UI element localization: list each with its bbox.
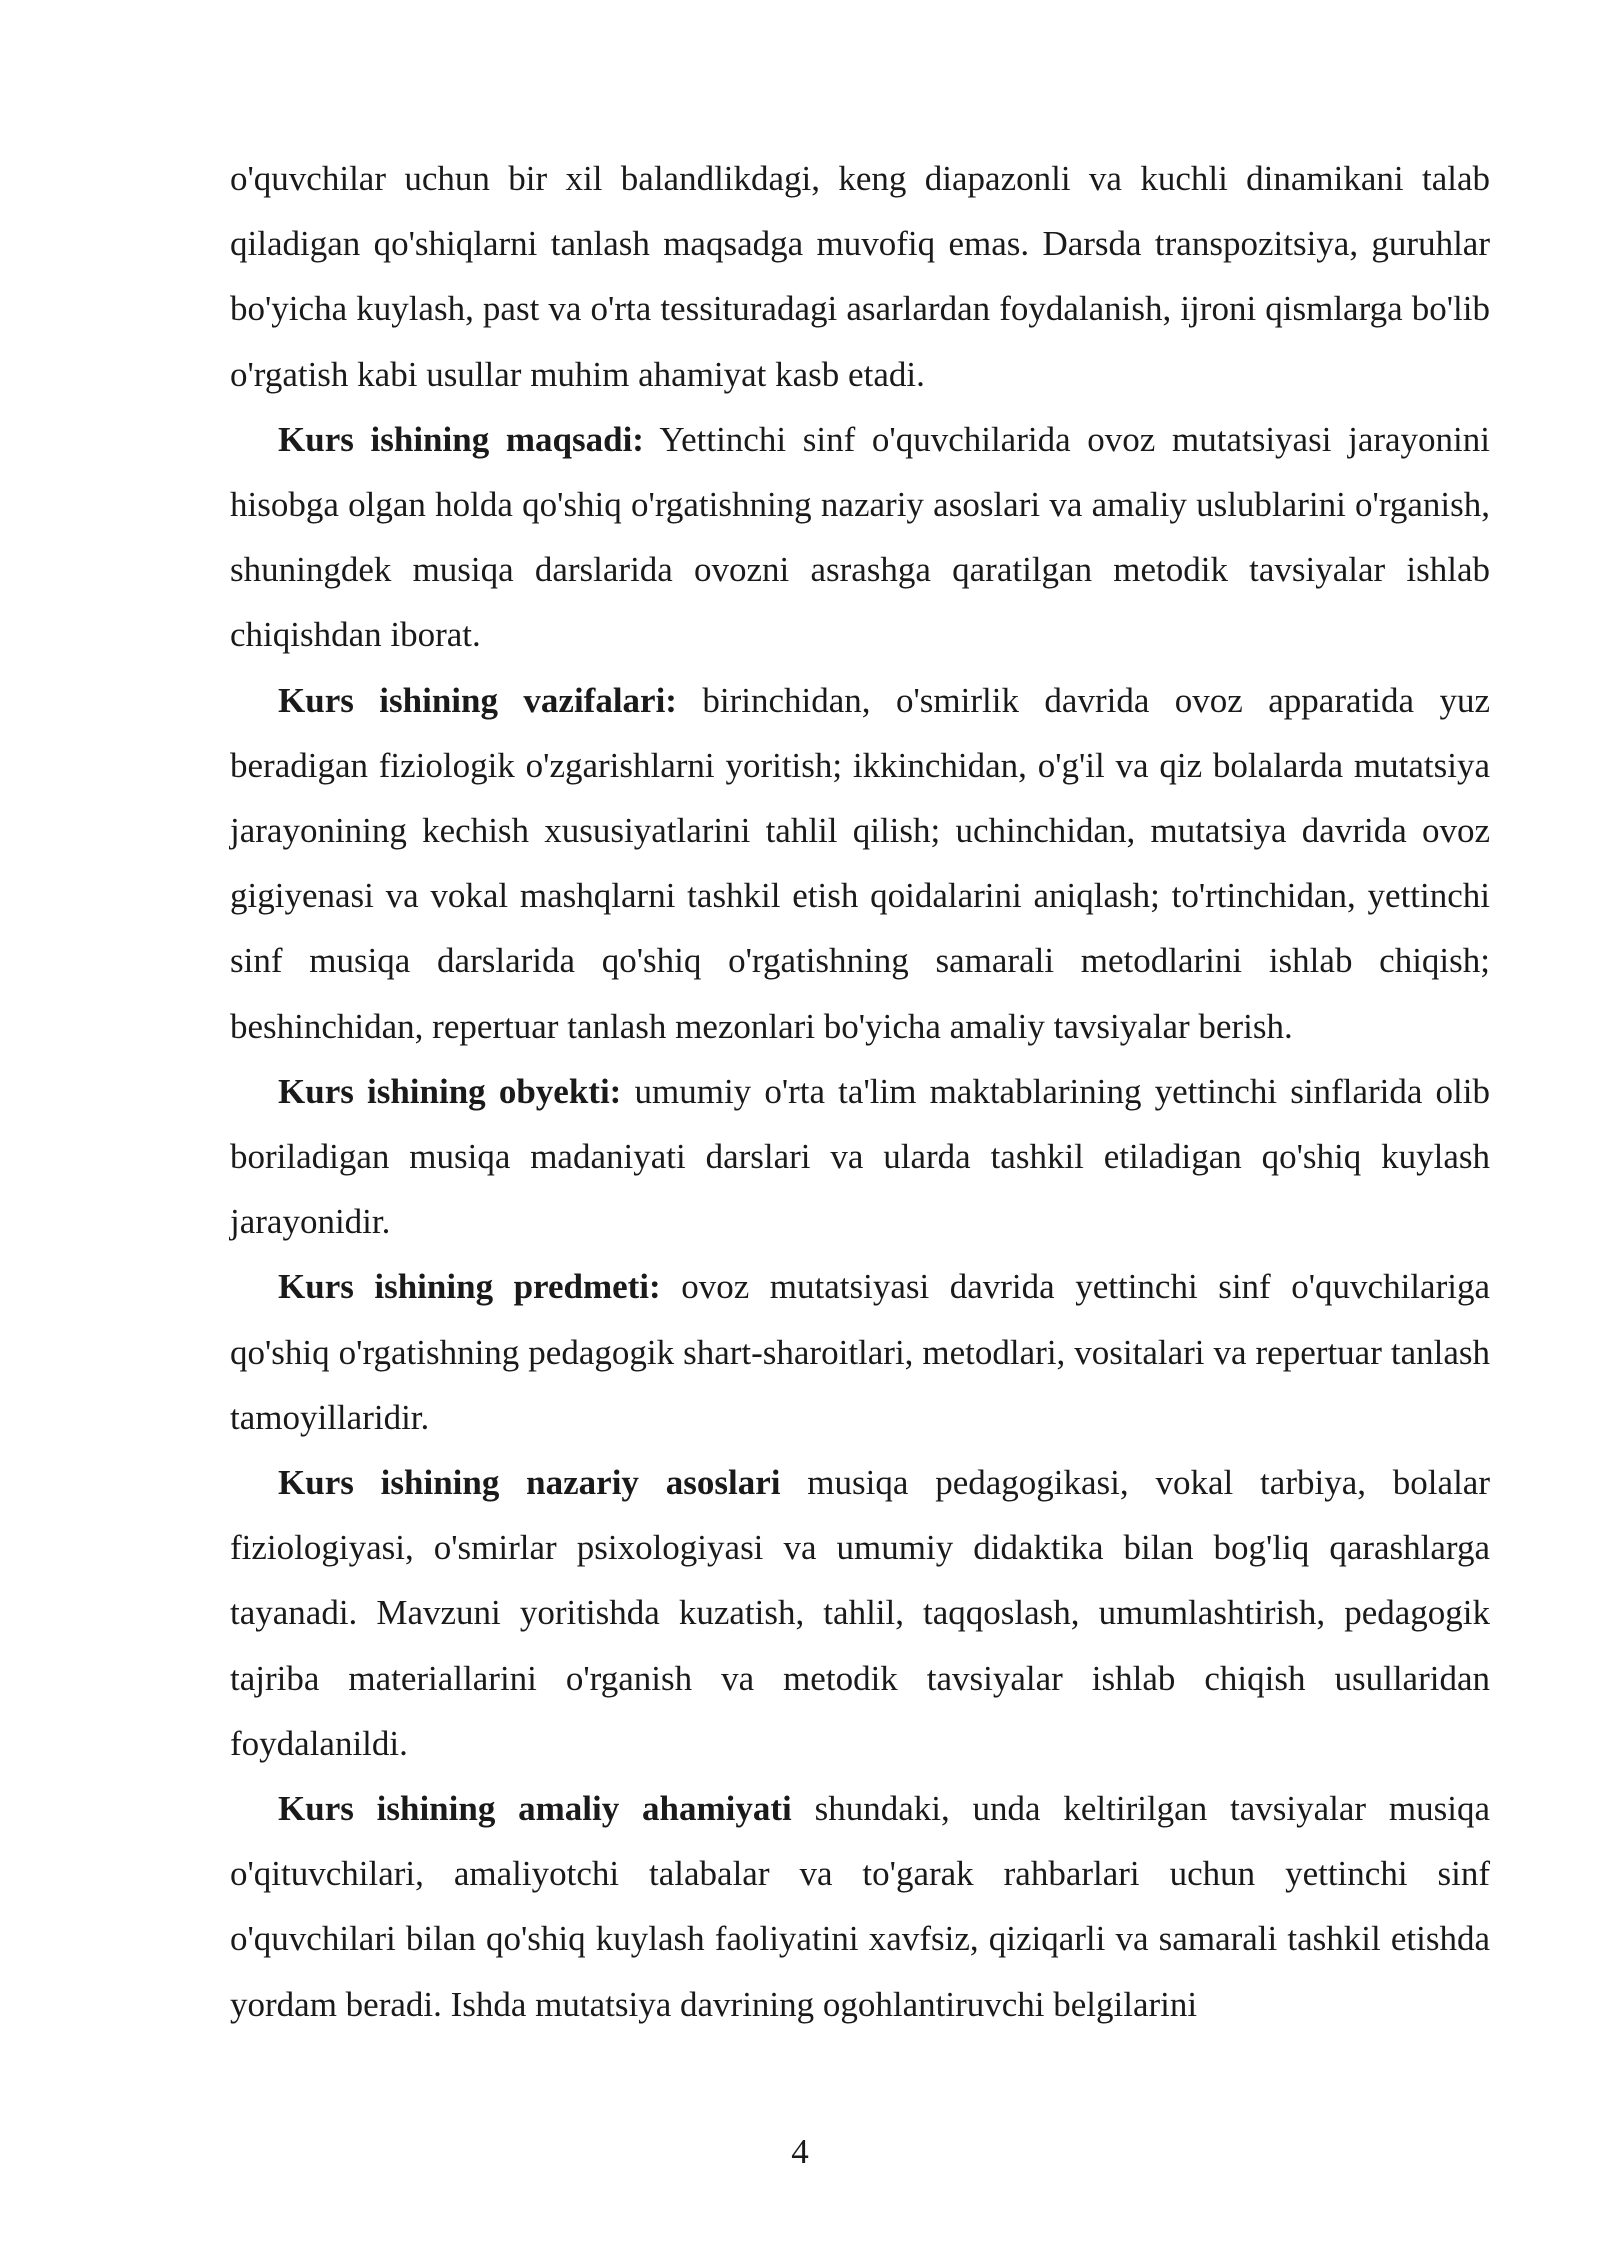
paragraph-lead: Kurs ishining amaliy ahamiyati (278, 1789, 792, 1829)
paragraph-lead: Kurs ishining nazariy asoslari (278, 1463, 781, 1503)
paragraph-tasks (230, 668, 1490, 1059)
paragraph-text: shundaki, unda keltirilgan tavsiyalar musiqa o'qituvchilari, amaliyotchi talabalar va to'garak rahbarlari uchun yettinchi sinf o'quvchilari bilan qo'shiq kuylash faoliyatini xavfsiz, qiziqarli va samarali tashkil etishda yordam beradi. Ishda mutatsiya davrining ogohlantiruvchi belgilarini (230, 1789, 1490, 2024)
paragraph-object (230, 1059, 1490, 1255)
paragraph-subject (230, 1254, 1490, 1450)
paragraph-text: Yettinchi sinf o'quvchilarida ovoz mutatsiyasi jarayonini hisobga olgan holda qo'shiq o'rgatishning nazariy asoslari va amaliy uslublarini o'rganish, shuningdek musiqa darslarida ovozni asrashga qaratilgan metodik tavsiyalar ishlab chiqishdan iborat. (230, 419, 1490, 655)
paragraph-text: umumiy o'rta ta'lim maktablarining yettinchi sinflarida olib boriladigan musiqa madaniyati darslari va ularda tashkil etiladigan qo'shiq kuylash jarayonidir. (230, 1071, 1490, 1242)
paragraph-text: musiqa pedagogikasi, vokal tarbiya, bolalar fiziologiyasi, o'smirlar psixologiyasi va umumiy didaktika bilan bog'liq qarashlarga tayanadi. Mavzuni yoritishda kuzatish, tahlil, taqqoslash, umumlashtirish, pedagogik tajriba materiallarini o'rganish va metodik tavsiyalar ishlab chiqish usullaridan foydalanildi. (230, 1463, 1490, 1763)
paragraph-theory (230, 1450, 1490, 1776)
paragraph-text: o'quvchilar uchun bir xil balandlikdagi, keng diapazonli va kuchli dinamikani talab qiladigan qo'shiqlarni tanlash maqsadga muvofiq emas. Darsda transpozitsiya, guruhlar bo'yicha kuylash, past va o'rta tessituradagi asarlardan foydalanish, ijroni qismlarga bo'lib o'rgatish kabi usullar muhim ahamiyat kasb etadi. (230, 159, 1490, 394)
page-number: 4 (791, 2132, 809, 2171)
paragraph-practical (230, 1776, 1490, 2037)
paragraph-goal (230, 407, 1490, 668)
paragraph-text: ovoz mutatsiyasi davrida yettinchi sinf o'quvchilariga qo'shiq o'rgatishning pedagogik shart-sharoitlari, metodlari, vositalari va repertuar tanlash tamoyillaridir. (230, 1267, 1490, 1437)
paragraph-text: birinchidan, o'smirlik davrida ovoz apparatida yuz beradigan fiziologik o'zgarishlarni yoritish; ikkinchidan, o'g'il va qiz bolalarda mutatsiya jarayonining kechish xususiyatlarini tahlil qilish; uchinchidan, mutatsiya davrida ovoz gigiyenasi va vokal mashqlarni tashkil etish qoidalarini aniqlash; to'rtinchidan, yettinchi sinf musiqa darslarida qo'shiq o'rgatishning samarali metodlarini ishlab chiqish; beshinchidan, repertuar tanlash mezonlari bo'yicha amaliy tavsiyalar berish. (230, 680, 1490, 1046)
paragraph-lead: Kurs ishining maqsadi: (278, 419, 644, 459)
paragraph-lead: Kurs ishining predmeti: (278, 1267, 661, 1307)
paragraph-lead: Kurs ishining vazifalari: (278, 680, 677, 720)
document-body (230, 146, 1490, 2037)
paragraph-lead: Kurs ishining obyekti: (278, 1071, 622, 1111)
paragraph-intro (230, 146, 1490, 407)
